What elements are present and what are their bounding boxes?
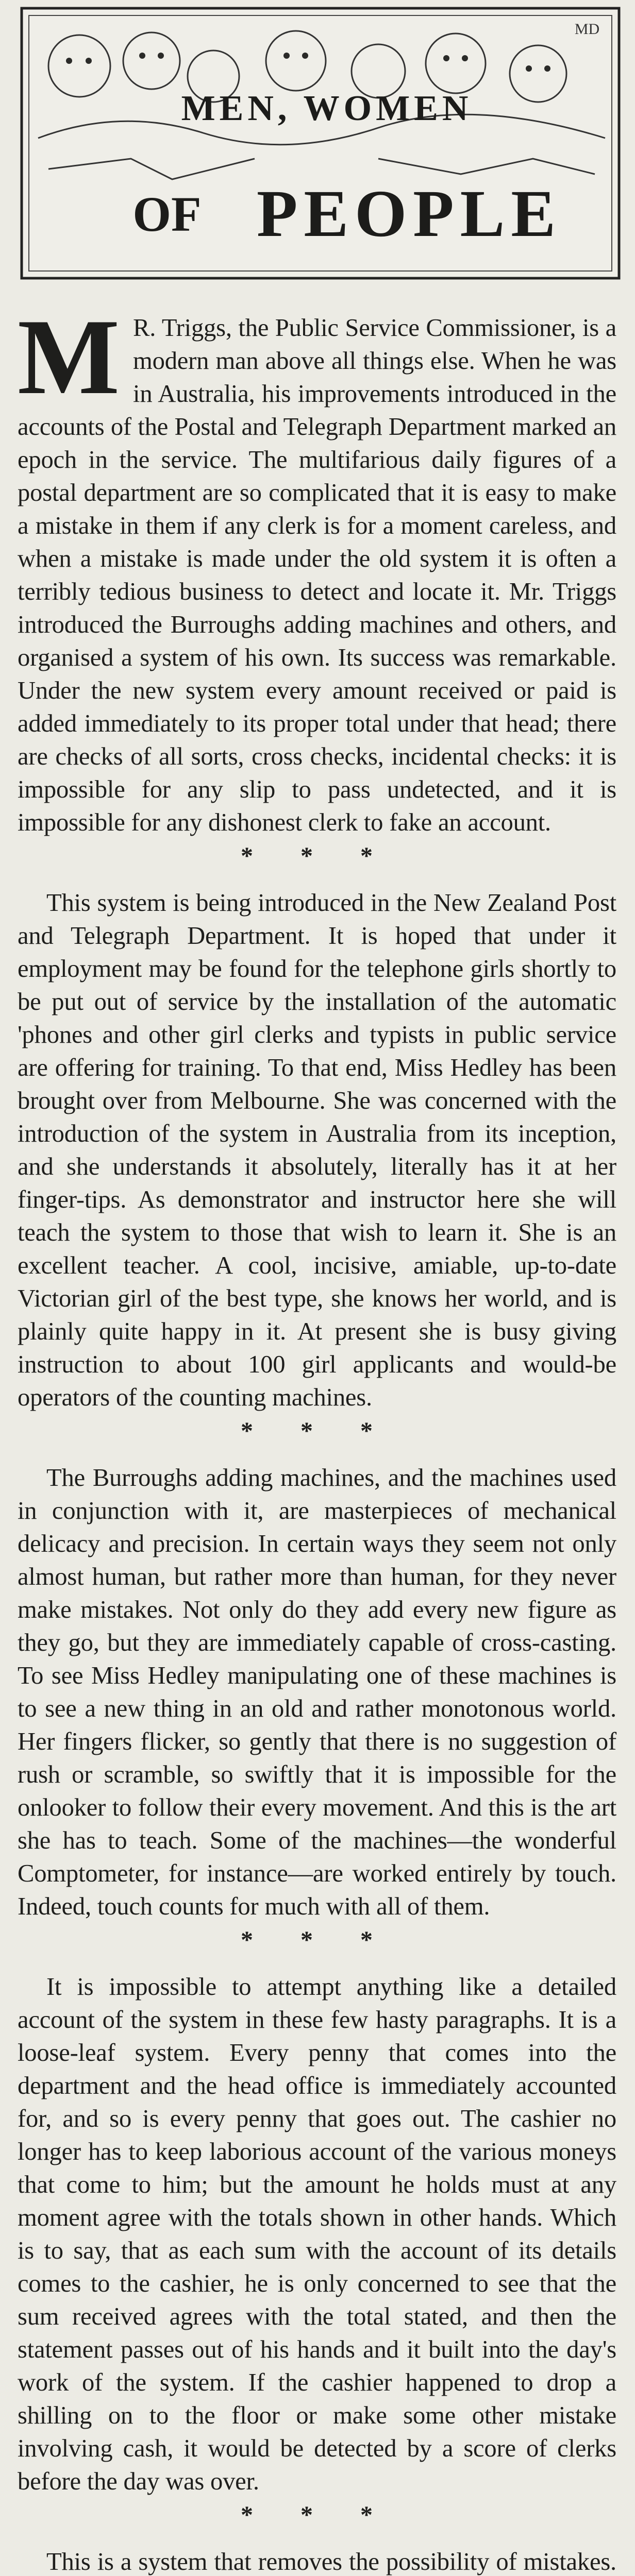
masthead-title-of: OF bbox=[132, 187, 202, 242]
section-separator: * * * bbox=[241, 842, 393, 870]
article-paragraph-3: The Burroughs adding machines, and the machines used in conjunction with it, are masterpieces of mechanical delicacy and precision. In certain ways they seem not only almost human, but rather more than human, for they never make mistakes. Not only do they add every new figure as they go, but they are immediately capable of cross-casting. To see Miss Hedley manipulating one of these machines is to see a new thing in an old and rather monotonous world. Her fingers flicker, so gently that there is no suggestion of rush or scramble, so swiftly that it is impossible for the onlooker to follow their every movement. And this is the art she has to teach. Some of the machines—the wonderful Comptometer, for instance—are worked entirely by touch. Indeed, touch counts for much with all of them. bbox=[18, 1464, 616, 1920]
drop-cap: M bbox=[18, 297, 120, 417]
newspaper-column bbox=[18, 0, 616, 2576]
masthead-title-people: PEOPLE bbox=[256, 177, 562, 251]
article-paragraph-1 bbox=[18, 297, 616, 839]
section-separator: * * * bbox=[241, 1417, 393, 1445]
masthead-title-top: MEN, WOMEN bbox=[181, 89, 473, 128]
artist-mark: MD bbox=[574, 21, 600, 38]
section-separator: * * * bbox=[241, 2501, 393, 2529]
paragraph-text: R. Triggs, the Public Service Commissioner, is a modern man above all things else. When he was in Australia, his improvements introduced in the accounts of the Postal and Telegraph Department marked an epoch in the service. The multifarious daily figures of a postal department are so complicated that it is easy to make a mistake in them if any clerk is for a moment careless, and when a mistake is made under the old system it is often a terribly tedious business to detect and locate it. Mr. Triggs introduced the Burroughs adding machines and others, and organised a system of his own. Its success was remarkable. Under the new system every amount received or paid is added immediately to its proper total under that head; there are checks of all sorts, cross checks, incidental checks: it is impossible for any slip to pass undetected, and it is impossible for any dishonest clerk to fake an account. bbox=[18, 314, 616, 836]
article-paragraph-5: This is a system that removes the possibility of mistakes. bbox=[46, 2548, 616, 2575]
article-paragraph-4: It is impossible to attempt anything like a detailed account of the system in these few hasty paragraphs. It is a loose-leaf system. Every penny that comes into the department and the head office is immediately accounted for, and so is every penny that goes out. The cashier no longer has to keep laborious account of the various moneys that come to him; but the amount he holds must at any moment agree with the totals shown in other hands. Which is to say, that as each sum with the account of its details comes to the cashier, he is only concerned to see that the sum received agrees with the total stated, and then the statement passes out of his hands and it built into the day's work of the system. If the cashier happened to drop a shilling on to the floor or make some other mistake involving cash, it would be detected by a score of clerks before the day was over. bbox=[18, 1973, 616, 2495]
article-paragraph-2: This system is being introduced in the New Zealand Post and Telegraph Department. It is hoped that under it employment may be found for the telephone girls shortly to be put out of service by the installation of the automatic 'phones and other girl clerks and typists in public service are offering for training. To that end, Miss Hedley has been brought over from Melbourne. She was concerned with the introduction of the system in Australia from its inception, and she understands it absolutely, literally has it at her finger-tips. As demonstrator and instructor here she will teach the system to those that wish to learn it. She is an excellent teacher. A cool, incisive, amiable, up-to-date Victorian girl of the best type, she knows her world, and is plainly quite happy in it. At present she is busy giving instruction to about 100 girl applicants and would-be operators of the counting machines. bbox=[18, 889, 616, 1411]
masthead-illustration bbox=[18, 4, 623, 282]
masthead-drawing bbox=[18, 4, 623, 282]
section-separator: * * * bbox=[241, 1926, 393, 1954]
article-body bbox=[18, 297, 616, 2576]
